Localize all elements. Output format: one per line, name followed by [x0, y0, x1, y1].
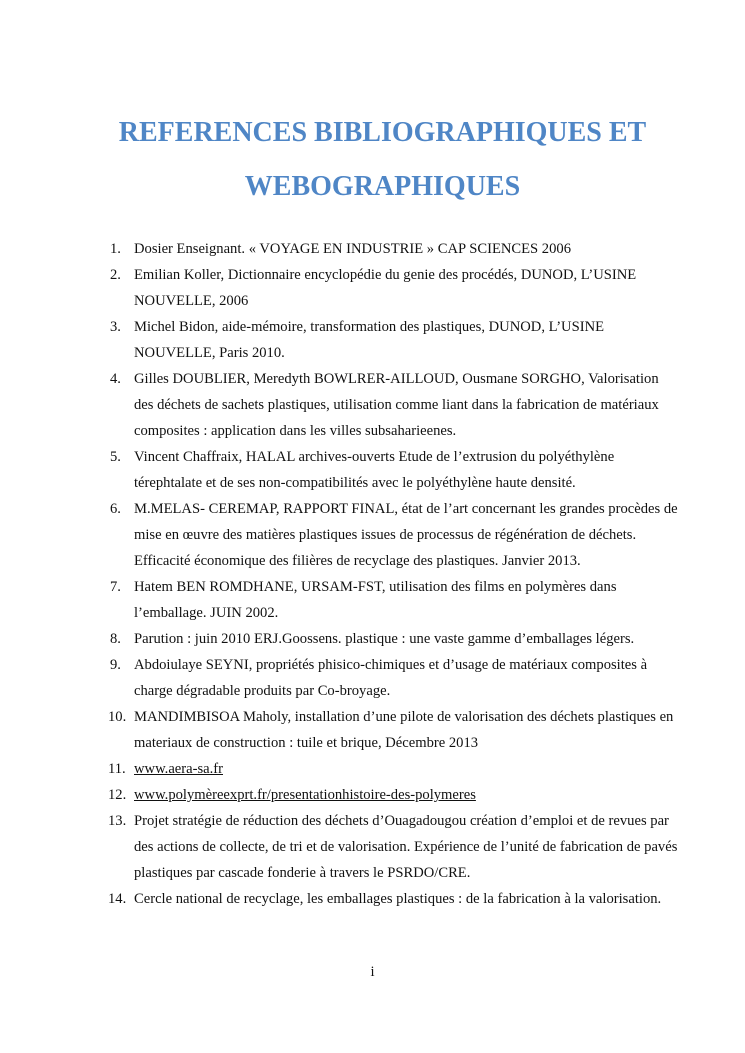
reference-number: 1. [110, 241, 121, 257]
reference-item [0, 704, 745, 756]
reference-item [0, 262, 745, 314]
reference-number: 9. [110, 657, 121, 673]
reference-text: Dosier Enseignant. « VOYAGE EN INDUSTRIE » CAP SCIENCES 2006 [134, 241, 571, 257]
reference-number: 12. [108, 787, 127, 803]
reference-link-aera-sa[interactable]: www.aera-sa.fr [134, 761, 223, 777]
reference-number: 5. [110, 449, 121, 465]
reference-item [0, 574, 745, 626]
reference-text: Vincent Chaffraix, HALAL archives-ouverts Etude de l’extrusion du polyéthylène térephtalate et de ses non-compatibilités avec le polyéthylène haute densité. [134, 449, 615, 491]
reference-item [0, 314, 745, 366]
reference-text: Cercle national de recyclage, les emballages plastiques : de la fabrication à la valorisation. [134, 891, 662, 907]
reference-item [0, 808, 745, 886]
reference-text: Emilian Koller, Dictionnaire encyclopédie du genie des procédés, DUNOD, L’USINE NOUVELLE, 2006 [134, 267, 637, 309]
page-title-line-2: WEBOGRAPHIQUES [244, 171, 521, 202]
reference-text: M.MELAS- CEREMAP, RAPPORT FINAL, état de l’art concernant les grandes procèdes de mise en œuvre des matières plastiques issues de processus de régénération de déchets. Efficacité économique des filières de recyclage des plastiques. Janvier 2013. [134, 501, 678, 569]
reference-item [0, 236, 745, 262]
page-title-line-1: REFERENCES BIBLIOGRAPHIQUES ET [118, 117, 647, 148]
reference-item [0, 366, 745, 444]
reference-number: 2. [110, 267, 121, 283]
reference-item [0, 496, 745, 574]
reference-text: Abdoiulaye SEYNI, propriétés phisico-chimiques et d’usage de matériaux composites à charge dégradable produits par Co-broyage. [134, 657, 648, 699]
reference-number: 7. [110, 579, 121, 595]
reference-text: Parution : juin 2010 ERJ.Goossens. plastique : une vaste gamme d’emballages légers. [134, 631, 635, 647]
reference-number: 4. [110, 371, 121, 387]
reference-item [0, 652, 745, 704]
reference-item [0, 886, 745, 912]
reference-item [0, 444, 745, 496]
reference-text: Michel Bidon, aide-mémoire, transformation des plastiques, DUNOD, L’USINE NOUVELLE, Paris 2010. [134, 319, 605, 361]
reference-item [0, 782, 745, 808]
page-number: i [370, 964, 375, 980]
reference-number: 10. [108, 709, 127, 725]
reference-text: MANDIMBISOA Maholy, installation d’une pilote de valorisation des déchets plastiques en materiaux de construction : tuile et brique, Décembre 2013 [134, 709, 674, 751]
reference-number: 8. [110, 631, 121, 647]
reference-number: 11. [108, 761, 126, 777]
reference-number: 3. [110, 319, 121, 335]
reference-number: 14. [108, 891, 127, 907]
reference-text: Gilles DOUBLIER, Meredyth BOWLRER-AILLOUD, Ousmane SORGHO, Valorisation des déchets de sachets plastiques, utilisation comme liant dans la fabrication de matériaux composites : application dans les villes subsaharieenes. [134, 371, 659, 439]
reference-number: 6. [110, 501, 121, 517]
reference-text: Projet stratégie de réduction des déchets d’Ouagadougou création d’emploi et de revues par des actions de collecte, de tri et de valorisation. Expérience de l’unité de fabrication de pavés plastiques par cascade fonderie à travers le PSRDO/CRE. [134, 813, 678, 881]
reference-number: 13. [108, 813, 127, 829]
reference-text: Hatem BEN ROMDHANE, URSAM-FST, utilisation des films en polymères dans l’emballage. JUIN 2002. [134, 579, 617, 621]
reference-item [0, 756, 745, 782]
reference-list [0, 236, 745, 912]
reference-link-polymere[interactable]: www.polymèreexprt.fr/presentationhistoire-des-polymeres [134, 787, 476, 803]
reference-item [0, 626, 745, 652]
page-title [60, 106, 705, 214]
